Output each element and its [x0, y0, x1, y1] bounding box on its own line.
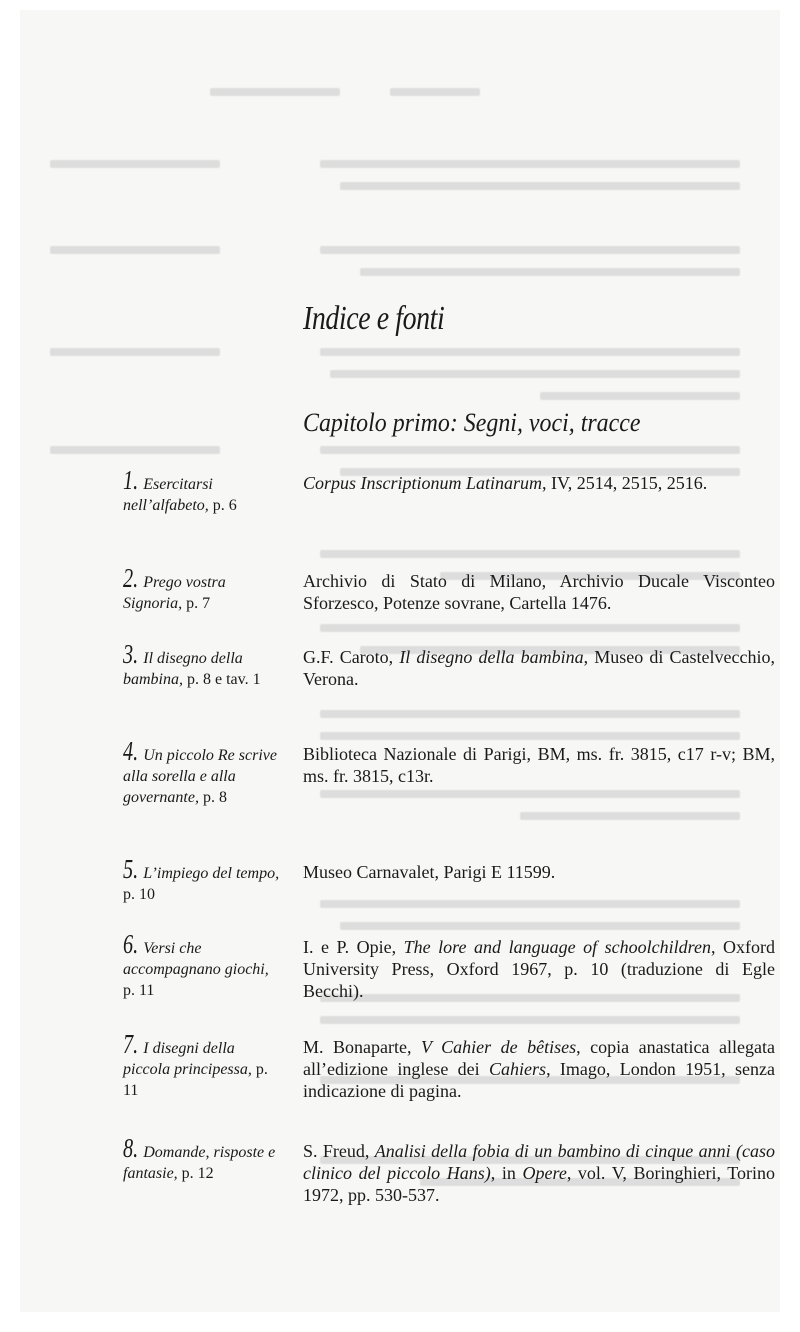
source-segment: I. e P. Opie,: [303, 937, 404, 957]
entry-title: I disegni della piccola principessa,: [123, 1040, 252, 1078]
source-segment: , Museo di Castelvecchio, Verona.: [303, 647, 776, 689]
source-italic-segment: Il disegno della bambina: [399, 647, 584, 667]
entry-title: Il disegno della bambina,: [123, 650, 243, 688]
entry-page: p. 10: [123, 886, 155, 903]
source-italic-segment: The lore and language of schoolchildren: [403, 937, 711, 957]
entry-title: Domande, risposte e fantasie,: [123, 1144, 276, 1182]
source-segment: , IV, 2514, 2515, 2516.: [542, 473, 708, 493]
entry-number: 6.: [123, 929, 139, 959]
entry-reference: [123, 929, 283, 1001]
source-segment: Museo Carnavalet, Parigi E 11599.: [303, 862, 556, 882]
source-segment: G.F. Caroto,: [303, 647, 400, 667]
entry-source: [303, 1140, 775, 1206]
source-segment: Archivio di Stato di Milano, Archivio Ducale Visconteo Sforzesco, Potenze sovrane, Cartella 1476.: [303, 571, 775, 613]
entry-title: Versi che accompagnano giochi,: [123, 940, 269, 978]
entry-reference: [123, 1029, 283, 1101]
entry-page: p. 8 e tav. 1: [187, 671, 261, 688]
entry-number: 7.: [123, 1029, 139, 1059]
entry-source: [303, 646, 775, 690]
source-segment: , in: [490, 1163, 523, 1183]
entry-reference: [123, 563, 283, 614]
entry-source: [303, 861, 775, 883]
entry-source: [303, 1036, 775, 1102]
entry-reference: [123, 736, 283, 808]
entry-reference: [123, 1133, 283, 1184]
entry-number: 5.: [123, 854, 139, 884]
entry-number: 8.: [123, 1133, 139, 1163]
entry-reference: [123, 854, 283, 905]
source-italic-segment: Analisi della fobia di un bambino di cinque anni (caso clinico del piccolo Hans): [303, 1141, 776, 1183]
source-italic-segment: Cahiers: [489, 1059, 547, 1079]
entry-source: [303, 936, 775, 1002]
entry-number: 2.: [123, 563, 139, 593]
source-italic-segment: Corpus Inscriptionum Latinarum: [303, 473, 543, 493]
source-italic-segment: V Cahier de bêtises: [420, 1037, 577, 1057]
page-title: Indice e fonti: [303, 300, 445, 337]
book-page: [20, 10, 780, 1312]
entry-reference: [123, 639, 283, 690]
entry-source: [303, 472, 775, 494]
entry-number: 3.: [123, 639, 139, 669]
source-segment: , Imago, London 1951, senza indicazione di pagina.: [303, 1059, 775, 1101]
entry-number: 1.: [123, 465, 139, 495]
entry-title: Prego vostra Signoria,: [123, 574, 226, 612]
source-segment: , copia anastatica allegata all’edizione inglese dei: [303, 1037, 775, 1079]
entry-title: Un piccolo Re scrive alla sorella e alla governante,: [123, 747, 277, 806]
source-italic-segment: Opere: [522, 1163, 567, 1183]
source-segment: , Oxford University Press, Oxford 1967, p. 10 (traduzione di Egle Becchi).: [303, 937, 775, 1001]
source-segment: M. Bonaparte,: [303, 1037, 421, 1057]
source-segment: Biblioteca Nazionale di Parigi, BM, ms. fr. 3815, c17 r-v; BM, ms. fr. 3815, c13r.: [303, 744, 775, 786]
entry-number: 4.: [123, 736, 139, 766]
source-segment: , vol. V, Boringhieri, Torino 1972, pp. 530-537.: [303, 1163, 776, 1205]
entry-page: p. 11: [123, 982, 155, 999]
entry-page: p. 11: [123, 1061, 268, 1099]
entry-page: p. 6: [212, 497, 237, 514]
entry-page: p. 8: [202, 789, 227, 806]
entry-source: [303, 570, 775, 614]
chapter-heading: Capitolo primo: Segni, voci, tracce: [303, 408, 641, 437]
entry-source: [303, 743, 775, 787]
entry-page: p. 7: [186, 595, 211, 612]
entry-title: Esercitarsi nell’alfabeto,: [123, 476, 213, 514]
entry-page: p. 12: [181, 1165, 214, 1182]
source-segment: S. Freud,: [303, 1141, 375, 1161]
entry-title: L’impiego del tempo,: [143, 865, 280, 882]
entry-reference: [123, 465, 283, 516]
